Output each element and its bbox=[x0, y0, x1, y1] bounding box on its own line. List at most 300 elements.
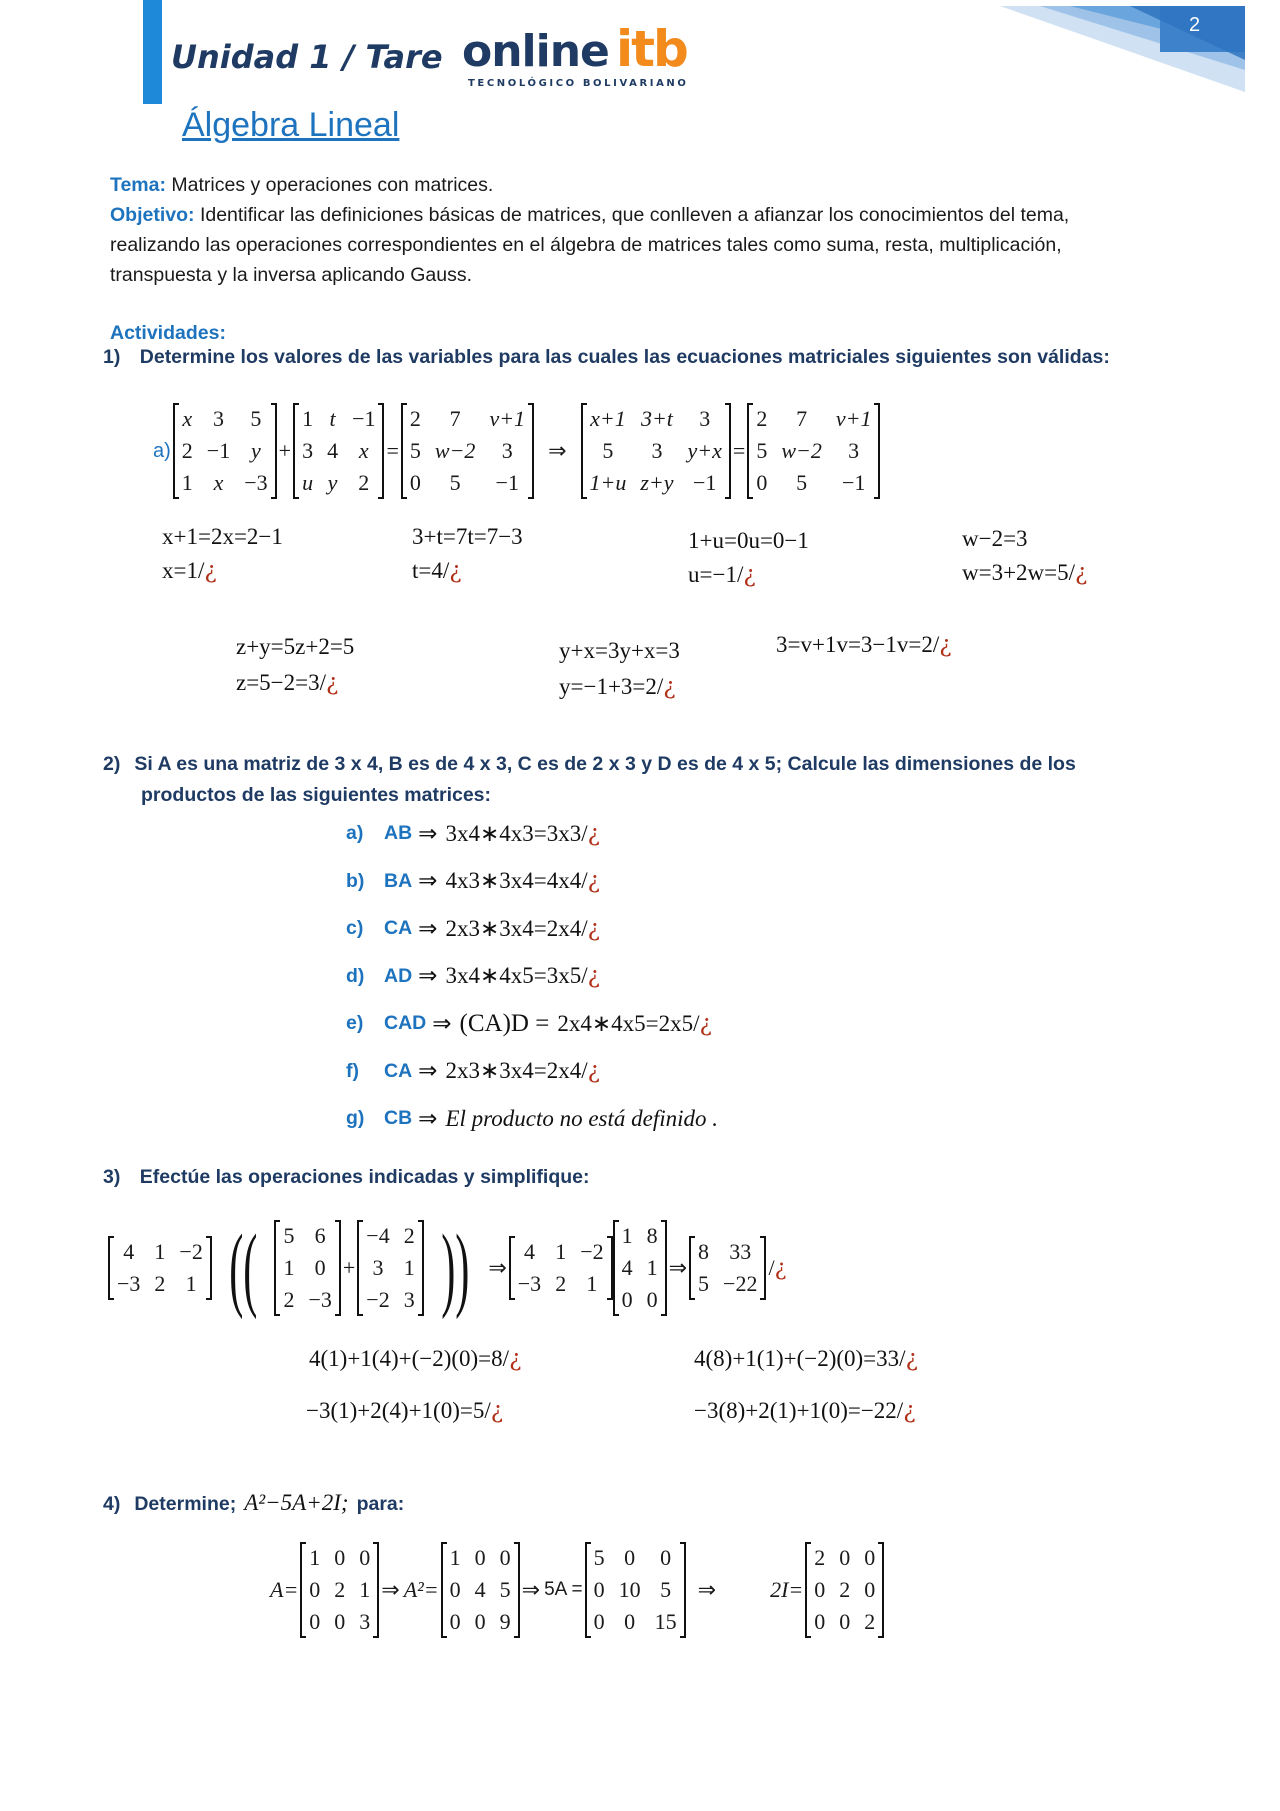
q2-heading bbox=[103, 749, 1076, 811]
matrix-cell: 3+t bbox=[640, 406, 673, 431]
matrix-cell: w−2 bbox=[434, 438, 476, 463]
matrix-cell: 3 bbox=[302, 438, 314, 463]
q2-item-expression: 3x4∗4x5=3x5/ bbox=[445, 963, 588, 989]
objetivo-line bbox=[110, 200, 1190, 230]
matrix-cell: w−2 bbox=[781, 438, 822, 463]
matrix-cell: v+1 bbox=[489, 406, 526, 431]
matrix-cell: −22 bbox=[723, 1271, 758, 1296]
q2-text-2: productos de las siguientes matrices: bbox=[141, 784, 492, 806]
matrix-row bbox=[748, 467, 879, 499]
equals-sign: = bbox=[732, 438, 746, 463]
matrix-cell: 0 bbox=[624, 1609, 636, 1634]
matrix-table bbox=[805, 1542, 884, 1638]
matrix-cell: 2 bbox=[814, 1545, 826, 1570]
matrix-cell: y bbox=[327, 470, 338, 495]
sol-v-1: 3=v+1v=3−1v=2/¿ bbox=[776, 632, 952, 658]
matrix-cell: x+1 bbox=[590, 406, 626, 431]
matrix-table bbox=[108, 1236, 212, 1300]
matrix-cell: 8 bbox=[698, 1239, 710, 1264]
matrix-cell: 1 bbox=[555, 1239, 567, 1264]
matrix-cell: y+x bbox=[687, 438, 722, 463]
matrix-row bbox=[586, 1542, 685, 1574]
matrix-cell: 2 bbox=[756, 406, 768, 431]
matrix-row bbox=[690, 1268, 765, 1300]
q2-item-label: c) bbox=[346, 917, 364, 940]
q3-calc-1: 4(1)+1(4)+(−2)(0)=8/¿ bbox=[309, 1346, 522, 1372]
q4-equation bbox=[268, 1542, 884, 1638]
matrix-cell: 7 bbox=[796, 406, 808, 431]
objetivo-text-2: realizando las operaciones correspondientes en el álgebra de matrices tales como suma, resta, multiplicación, bbox=[110, 234, 1062, 256]
q3-text: Efectúe las operaciones indicadas y simplifique: bbox=[139, 1166, 590, 1188]
q4-matrix-a bbox=[300, 1542, 379, 1638]
matrix-cell: 4 bbox=[621, 1255, 633, 1280]
matrix-cell: 0 bbox=[839, 1545, 851, 1570]
matrix-row bbox=[294, 467, 383, 499]
q2-item bbox=[346, 905, 718, 953]
matrix-cell: 1 bbox=[309, 1545, 321, 1570]
implies-arrow: ⇒ bbox=[548, 438, 567, 463]
sol-w-1: w−2=3 bbox=[962, 526, 1028, 551]
matrix-table bbox=[441, 1542, 520, 1638]
matrix-cell: 0 bbox=[309, 1609, 321, 1634]
matrix-table bbox=[613, 1220, 667, 1316]
q2-item-expression: 2x4∗4x5=2x5/ bbox=[557, 1010, 700, 1036]
matrix-row bbox=[358, 1284, 422, 1316]
objetivo-text-1: Identificar las definiciones básicas de matrices, que conlleven a afianzar los conocimientos del tema, bbox=[199, 204, 1070, 226]
page-number: 2 bbox=[1189, 14, 1201, 36]
matrix-cell: 0 bbox=[621, 1287, 633, 1312]
matrix-cell: 15 bbox=[654, 1609, 677, 1634]
matrix-cell: 2 bbox=[409, 406, 421, 431]
matrix-row bbox=[442, 1574, 519, 1606]
objetivo-text-3: transpuesta y la inversa aplicando Gauss. bbox=[110, 264, 473, 286]
q2-list bbox=[346, 810, 718, 1143]
matrix-cell: 1 bbox=[185, 1271, 197, 1296]
q2-item bbox=[346, 858, 718, 906]
q2-item bbox=[346, 953, 718, 1001]
q2-item-mark: ¿ bbox=[587, 1058, 600, 1085]
q2-text-1: Si A es una matriz de 3 x 4, B es de 4 x 3, C es de 2 x 3 y D es de 4 x 5; Calcule las dimensiones de los bbox=[134, 753, 1076, 775]
q2-item-label: d) bbox=[346, 964, 365, 987]
a2-label: A²= bbox=[403, 1577, 439, 1602]
tema-label: Tema: bbox=[110, 174, 166, 196]
matrix-row bbox=[582, 403, 730, 435]
q2-item-expression: 2x3∗3x4=2x4/ bbox=[445, 915, 588, 941]
matrix-cell: 5 bbox=[409, 438, 421, 463]
matrix-cell: 5 bbox=[698, 1271, 710, 1296]
q2-item-label: g) bbox=[346, 1107, 365, 1130]
q3-number: 3) bbox=[103, 1166, 121, 1188]
matrix-cell: 1 bbox=[586, 1271, 598, 1296]
q3-matrix-c bbox=[357, 1220, 423, 1316]
matrix-cell: −1 bbox=[206, 438, 231, 463]
matrix-cell: 2 bbox=[334, 1577, 346, 1602]
q3-matrix-result bbox=[689, 1236, 766, 1300]
matrix-cell: 0 bbox=[474, 1609, 486, 1634]
matrix-row bbox=[442, 1606, 519, 1638]
matrix-table bbox=[581, 403, 731, 499]
matrix-cell: 3 bbox=[848, 438, 860, 463]
sol-t-1: 3+t=7t=7−3 bbox=[412, 524, 523, 549]
matrix-cell: 3 bbox=[699, 406, 711, 431]
q4-text-a: Determine; bbox=[134, 1493, 237, 1515]
matrix-cell: 3 bbox=[372, 1255, 384, 1280]
matrix-row bbox=[510, 1236, 612, 1268]
sol-z-1: z+y=5z+2=5 bbox=[236, 634, 355, 659]
matrix-table bbox=[401, 403, 534, 499]
matrix-cell: −2 bbox=[580, 1239, 604, 1264]
matrix-cell: z+y bbox=[640, 470, 674, 495]
matrix-cell: 5 bbox=[250, 406, 262, 431]
matrix-cell: x bbox=[358, 438, 369, 463]
sol-y-1: y+x=3y+x=3 bbox=[559, 638, 680, 663]
matrix-cell: 4 bbox=[474, 1577, 486, 1602]
matrix-cell: 0 bbox=[309, 1577, 321, 1602]
implies-arrow: ⇒ bbox=[418, 820, 438, 846]
matrix-table bbox=[585, 1542, 686, 1638]
matrix-cell: 3 bbox=[213, 406, 224, 431]
q3-matrix-b bbox=[274, 1220, 340, 1316]
matrix-row bbox=[174, 467, 276, 499]
matrix-cell: 1 bbox=[621, 1223, 633, 1248]
matrix-cell: 0 bbox=[334, 1545, 346, 1570]
matrix-cell: 3 bbox=[359, 1609, 371, 1634]
five-a-label: 5A = bbox=[544, 1579, 583, 1600]
implies-arrow: ⇒ bbox=[697, 1577, 717, 1602]
matrix-cell: 0 bbox=[449, 1577, 461, 1602]
matrix-row bbox=[275, 1284, 339, 1316]
matrix-cell: y bbox=[251, 438, 261, 463]
two-i-label: 2I= bbox=[770, 1577, 804, 1602]
q2-item bbox=[346, 1048, 718, 1096]
matrix-cell: −2 bbox=[179, 1239, 203, 1264]
q2-item-label: a) bbox=[346, 822, 364, 845]
q1-label-a: a) bbox=[153, 439, 171, 462]
matrix-cell: 0 bbox=[814, 1609, 826, 1634]
logo-subtitle: TECNOLÓGICO BOLIVARIANO bbox=[468, 78, 689, 89]
matrix-cell: 1 bbox=[646, 1255, 658, 1280]
matrix-cell: 3 bbox=[651, 438, 663, 463]
q2-item-mark: ¿ bbox=[699, 1010, 712, 1037]
matrix-cell: 0 bbox=[593, 1577, 605, 1602]
actividades-label: Actividades: bbox=[110, 322, 226, 344]
sol-u-1: 1+u=0u=0−1 bbox=[688, 528, 809, 553]
q3-equation bbox=[108, 1216, 788, 1320]
q2-item-expression: 3x4∗4x3=3x3/ bbox=[445, 820, 588, 846]
matrix-row bbox=[806, 1574, 883, 1606]
implies-arrow: ⇒ bbox=[521, 1577, 541, 1602]
matrix-cell: 33 bbox=[729, 1239, 752, 1264]
q3-matrix-d bbox=[613, 1220, 667, 1316]
matrix-row bbox=[294, 435, 383, 467]
matrix-row bbox=[301, 1606, 378, 1638]
sol-x-1: x+1=2x=2−1 bbox=[162, 524, 283, 549]
matrix-cell: 5 bbox=[593, 1545, 605, 1570]
matrix-row bbox=[582, 467, 730, 499]
matrix-cell: 5 bbox=[796, 470, 808, 495]
tema-line bbox=[110, 170, 1190, 200]
matrix-cell: 3 bbox=[403, 1287, 415, 1312]
matrix-cell: 8 bbox=[646, 1223, 658, 1248]
q1-matrix-4 bbox=[581, 403, 731, 499]
matrix-cell: −1 bbox=[495, 470, 519, 495]
q2-item-expression: 4x3∗3x4=4x4/ bbox=[445, 868, 588, 894]
matrix-row bbox=[586, 1574, 685, 1606]
q3-calc-3: −3(1)+2(4)+1(0)=5/¿ bbox=[306, 1398, 504, 1424]
q4-matrix-5a bbox=[585, 1542, 686, 1638]
matrix-cell: −1 bbox=[352, 406, 376, 431]
matrix-cell: −3 bbox=[308, 1287, 332, 1312]
q2-item-name: CB bbox=[384, 1107, 413, 1130]
matrix-cell: 0 bbox=[756, 470, 768, 495]
matrix-cell: 0 bbox=[409, 470, 421, 495]
a-label: A= bbox=[270, 1577, 299, 1602]
matrix-cell: 0 bbox=[624, 1545, 636, 1570]
q3-calc-4: −3(8)+2(1)+1(0)=−22/¿ bbox=[694, 1398, 916, 1424]
implies-arrow: ⇒ bbox=[418, 1105, 438, 1131]
matrix-cell: 0 bbox=[499, 1545, 511, 1570]
q3-heading bbox=[103, 1166, 590, 1189]
matrix-cell: 0 bbox=[593, 1609, 605, 1634]
tema-text: Matrices y operaciones con matrices. bbox=[171, 174, 494, 196]
matrix-cell: 0 bbox=[474, 1545, 486, 1570]
q3-matrix-a bbox=[108, 1236, 212, 1300]
matrix-cell: 0 bbox=[864, 1545, 876, 1570]
matrix-cell: x bbox=[182, 406, 193, 431]
matrix-cell: 0 bbox=[814, 1577, 826, 1602]
sol-z-2: z=5−2=3/¿ bbox=[236, 670, 339, 696]
matrix-row bbox=[402, 435, 533, 467]
implies-arrow: ⇒ bbox=[668, 1255, 688, 1280]
q1-matrix-3 bbox=[401, 403, 534, 499]
q2-item-name: CAD bbox=[384, 1012, 427, 1035]
matrix-cell: 5 bbox=[449, 470, 461, 495]
matrix-cell: x bbox=[213, 470, 224, 495]
q4-matrix-a2 bbox=[441, 1542, 520, 1638]
implies-arrow: ⇒ bbox=[381, 1577, 400, 1602]
logo-online-text: online bbox=[462, 26, 609, 77]
matrix-cell: 0 bbox=[839, 1609, 851, 1634]
matrix-cell: 10 bbox=[618, 1577, 641, 1602]
matrix-row bbox=[109, 1236, 211, 1268]
matrix-cell: 2 bbox=[181, 438, 193, 463]
matrix-row bbox=[402, 403, 533, 435]
matrix-cell: 2 bbox=[839, 1577, 851, 1602]
matrix-cell: 2 bbox=[154, 1271, 166, 1296]
q1-number: 1) bbox=[103, 346, 121, 368]
matrix-row bbox=[402, 467, 533, 499]
matrix-cell: 1 bbox=[181, 470, 193, 495]
matrix-cell: −3 bbox=[244, 470, 268, 495]
subject-title: Álgebra Lineal bbox=[182, 106, 400, 144]
unit-title: Unidad 1 / Tare bbox=[171, 38, 443, 76]
matrix-row bbox=[614, 1284, 666, 1316]
q2-item-mark: ¿ bbox=[587, 915, 600, 942]
equals-sign: = bbox=[386, 438, 399, 463]
matrix-cell: −4 bbox=[366, 1223, 390, 1248]
matrix-cell: 1 bbox=[154, 1239, 166, 1264]
q2-item-name: CA bbox=[384, 917, 413, 940]
q2-item-name: BA bbox=[384, 869, 413, 892]
matrix-cell: −1 bbox=[841, 470, 866, 495]
matrix-table bbox=[300, 1542, 379, 1638]
matrix-row bbox=[748, 403, 879, 435]
matrix-table bbox=[173, 403, 277, 499]
q2-item-label: e) bbox=[346, 1012, 364, 1035]
q1-text: Determine los valores de las variables para las cuales las ecuaciones matriciales siguientes son válidas: bbox=[139, 346, 1110, 368]
matrix-row bbox=[690, 1236, 765, 1268]
matrix-row bbox=[614, 1220, 666, 1252]
q4-number: 4) bbox=[103, 1493, 121, 1515]
matrix-table bbox=[293, 403, 384, 499]
q1-equation bbox=[153, 403, 880, 499]
objetivo-label: Objetivo: bbox=[110, 204, 195, 226]
matrix-row bbox=[586, 1606, 685, 1638]
q2-item-label: f) bbox=[346, 1059, 359, 1082]
q2-item-prefix: (CA)D = bbox=[459, 1009, 550, 1037]
matrix-row bbox=[358, 1220, 422, 1252]
matrix-cell: 2 bbox=[358, 470, 370, 495]
close-paren: )) bbox=[440, 1216, 470, 1320]
matrix-row bbox=[275, 1252, 339, 1284]
implies-arrow: ⇒ bbox=[432, 1010, 452, 1036]
matrix-cell: 5 bbox=[660, 1577, 672, 1602]
matrix-cell: 0 bbox=[314, 1255, 326, 1280]
sol-w-2: w=3+2w=5/¿ bbox=[962, 560, 1088, 586]
q2-item-name: CA bbox=[384, 1059, 413, 1082]
matrix-cell: 0 bbox=[359, 1545, 371, 1570]
open-paren: (( bbox=[229, 1216, 258, 1320]
matrix-row bbox=[806, 1542, 883, 1574]
q2-item-name: AD bbox=[384, 964, 413, 987]
q2-item-label: b) bbox=[346, 869, 365, 892]
matrix-row bbox=[748, 435, 879, 467]
matrix-row bbox=[275, 1220, 339, 1252]
matrix-cell: 1 bbox=[403, 1255, 415, 1280]
matrix-cell: 7 bbox=[449, 406, 461, 431]
q1-matrix-1 bbox=[173, 403, 277, 499]
matrix-row bbox=[109, 1268, 211, 1300]
logo-itb-mark: itb bbox=[616, 20, 687, 78]
q4-matrix-2i bbox=[805, 1542, 884, 1638]
matrix-row bbox=[510, 1268, 612, 1300]
q2-item bbox=[346, 1095, 718, 1143]
q4-heading bbox=[103, 1490, 404, 1516]
matrix-cell: 1+u bbox=[589, 470, 627, 495]
header-accent-bar bbox=[143, 0, 162, 104]
matrix-cell: −2 bbox=[366, 1287, 390, 1312]
matrix-cell: −1 bbox=[693, 470, 717, 495]
matrix-cell: v+1 bbox=[835, 406, 872, 431]
implies-arrow: ⇒ bbox=[488, 1255, 507, 1280]
q1-matrix-5 bbox=[747, 403, 880, 499]
intro-block bbox=[110, 170, 1190, 348]
q2-item-mark: ¿ bbox=[587, 963, 600, 990]
q2-item bbox=[346, 1000, 718, 1048]
q4-formula: A²−5A+2I; bbox=[244, 1490, 349, 1515]
matrix-row bbox=[442, 1542, 519, 1574]
plus-sign: + bbox=[342, 1255, 356, 1280]
matrix-cell: 1 bbox=[283, 1255, 295, 1280]
corner-decoration bbox=[1000, 0, 1280, 100]
matrix-cell: 0 bbox=[334, 1609, 346, 1634]
matrix-row bbox=[294, 403, 383, 435]
matrix-row bbox=[174, 435, 276, 467]
matrix-row bbox=[806, 1606, 883, 1638]
q4-text-b: para: bbox=[356, 1493, 405, 1515]
matrix-cell: 4 bbox=[123, 1239, 135, 1264]
q2-item-name: AB bbox=[384, 822, 413, 845]
sol-t-2: t=4/¿ bbox=[412, 558, 462, 584]
matrix-table bbox=[357, 1220, 423, 1316]
sol-y-2: y=−1+3=2/¿ bbox=[559, 674, 676, 700]
matrix-row bbox=[301, 1542, 378, 1574]
q3-calc-2: 4(8)+1(1)+(−2)(0)=33/¿ bbox=[694, 1346, 918, 1372]
implies-arrow: ⇒ bbox=[418, 868, 438, 894]
matrix-row bbox=[174, 403, 276, 435]
itb-logo bbox=[462, 20, 690, 92]
matrix-table bbox=[274, 1220, 340, 1316]
q2-item-mark: ¿ bbox=[587, 868, 600, 895]
matrix-cell: 0 bbox=[449, 1609, 461, 1634]
matrix-cell: 2 bbox=[403, 1223, 415, 1248]
matrix-cell: 1 bbox=[359, 1577, 371, 1602]
matrix-cell: 6 bbox=[314, 1223, 326, 1248]
matrix-row bbox=[582, 435, 730, 467]
matrix-cell: 4 bbox=[523, 1239, 535, 1264]
matrix-cell: t bbox=[329, 406, 336, 431]
matrix-cell: −3 bbox=[517, 1271, 542, 1296]
matrix-cell: 0 bbox=[660, 1545, 672, 1570]
matrix-cell: 5 bbox=[602, 438, 614, 463]
matrix-cell: 5 bbox=[283, 1223, 295, 1248]
plus-sign: + bbox=[278, 438, 292, 463]
matrix-row bbox=[614, 1252, 666, 1284]
q1-heading bbox=[103, 346, 1110, 369]
q2-number: 2) bbox=[103, 753, 121, 775]
matrix-table bbox=[509, 1236, 613, 1300]
implies-arrow: ⇒ bbox=[418, 915, 438, 941]
q1-matrix-2 bbox=[293, 403, 384, 499]
matrix-cell: 5 bbox=[499, 1577, 511, 1602]
matrix-cell: 2 bbox=[555, 1271, 567, 1296]
implies-arrow: ⇒ bbox=[418, 963, 438, 989]
sol-x-2: x=1/¿ bbox=[162, 558, 217, 584]
matrix-cell: 1 bbox=[302, 406, 314, 431]
q3-matrix-a-repeat bbox=[509, 1236, 613, 1300]
matrix-cell: 9 bbox=[499, 1609, 511, 1634]
q2-item-mark: ¿ bbox=[587, 820, 600, 847]
matrix-cell: 3 bbox=[501, 438, 513, 463]
matrix-table bbox=[689, 1236, 766, 1300]
matrix-cell: 4 bbox=[327, 438, 339, 463]
matrix-cell: 2 bbox=[283, 1287, 295, 1312]
matrix-cell: 0 bbox=[864, 1577, 876, 1602]
implies-arrow: ⇒ bbox=[418, 1058, 438, 1084]
matrix-row bbox=[301, 1574, 378, 1606]
q2-item-expression: El producto no está definido . bbox=[445, 1105, 719, 1131]
matrix-cell: u bbox=[302, 470, 314, 495]
matrix-row bbox=[358, 1252, 422, 1284]
matrix-table bbox=[747, 403, 880, 499]
matrix-cell: 2 bbox=[864, 1609, 876, 1634]
result-tail: /¿ bbox=[768, 1255, 787, 1281]
q2-item-expression: 2x3∗3x4=2x4/ bbox=[445, 1058, 588, 1084]
q2-item bbox=[346, 810, 718, 858]
sol-u-2: u=−1/¿ bbox=[688, 562, 756, 588]
matrix-cell: 0 bbox=[646, 1287, 658, 1312]
matrix-cell: −3 bbox=[117, 1271, 141, 1296]
